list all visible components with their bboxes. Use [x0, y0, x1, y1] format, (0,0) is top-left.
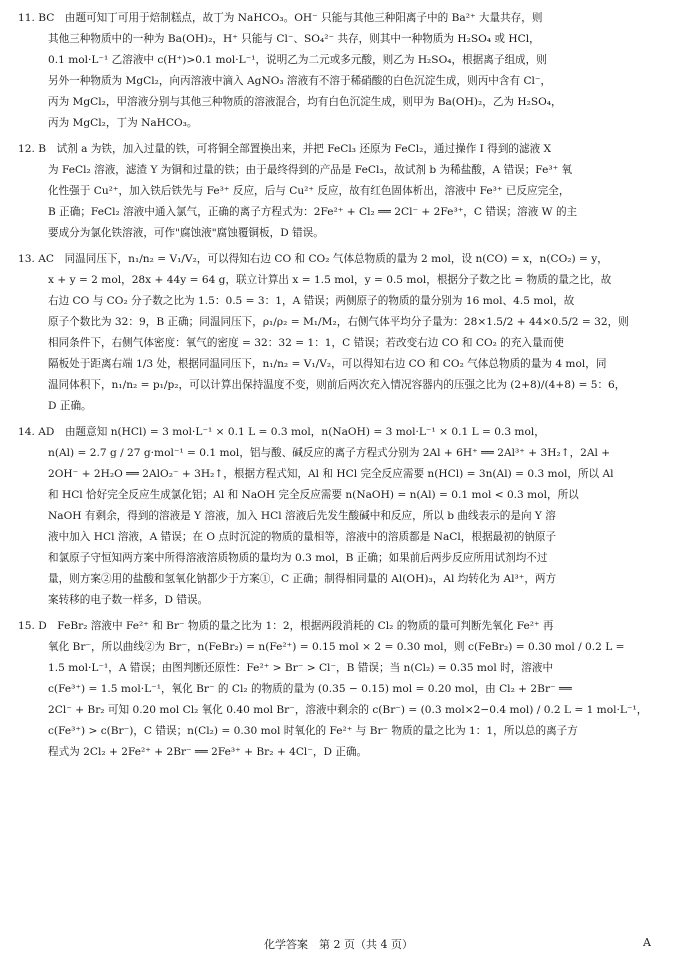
answer-line: 0.1 mol·L⁻¹ 乙溶液中 c(H⁺)>0.1 mol·L⁻¹，说明乙为二元或多元酸，则乙为 H₂SO₄，根据离子组成，则 [48, 54, 547, 66]
answer-line: 1.5 mol·L⁻¹，A 错误；由图判断还原性：Fe²⁺ > Br⁻ > Cl⁻，B 错误；当 n(Cl₂) = 0.35 mol 时，溶液中 [48, 662, 554, 674]
answer-line: 15. D FeBr₂ 溶液中 Fe²⁺ 和 Br⁻ 物质的量之比为 1：2，根据两段消耗的 Cl₂ 的物质的量可判断先氧化 Fe²⁺ 再 [18, 620, 554, 632]
answer-line: 原子个数比为 32：9，B 正确；同温同压下，ρ₁/ρ₂ = M₁/M₂，右侧气体平均分子量为：28×1.5/2 + 44×0.5/2 = 32，则 [48, 316, 629, 328]
answer-line: 量，则方案②用的盐酸和氢氧化钠都少于方案①，C 正确；制得相同量的 Al(OH)₃，Al 均转化为 Al³⁺，两方 [48, 573, 557, 585]
answer-list [18, 8, 658, 763]
answer-line: 隔板处于距离右端 1/3 处，根据同温同压下，n₁/n₂ = V₁/V₂，可以得知右边 CO 和 CO₂ 气体总物质的量为 4 mol，同 [48, 358, 607, 370]
answer-item [18, 139, 658, 244]
answer-item [18, 249, 658, 417]
answer-line: B 正确；FeCl₂ 溶液中通入氯气，正确的离子方程式为：2Fe²⁺ + Cl₂ ══ 2Cl⁻ + 2Fe³⁺，C 错误；溶液 W 的主 [48, 206, 578, 218]
answer-line: 13. AC 同温同压下，n₁/n₂ = V₁/V₂，可以得知右边 CO 和 CO₂ 气体总物质的量为 2 mol，设 n(CO) = x，n(CO₂) = y， [18, 253, 608, 265]
answer-line: 要成分为氯化铁溶液，可作"腐蚀液"腐蚀覆铜板，D 错误。 [48, 227, 324, 239]
answer-line: 氧化 Br⁻，所以曲线②为 Br⁻，n(FeBr₂) = n(Fe²⁺) = 0.15 mol × 2 = 0.30 mol，则 c(FeBr₂) = 0.30 mol / 0.2 L = [48, 641, 625, 653]
answer-line: 温同体积下，n₁/n₂ = p₁/p₂，可以计算出保持温度不变，则前后两次充入情况容器内的压强之比为 (2+8)/(4+8) = 5：6， [48, 379, 626, 391]
answer-line: NaOH 有剩余，得到的溶液是 Y 溶液，加入 HCl 溶液后先发生酸碱中和反应，所以 b 曲线表示的是向 Y 溶 [48, 510, 556, 522]
answer-item [18, 616, 658, 763]
answer-item [18, 422, 658, 611]
answer-line: 和氯原子守恒知两方案中所得溶液溶质物质的量均为 0.3 mol，B 正确；如果前后两步反应所用试剂均不过 [48, 552, 548, 564]
version-mark: A [643, 936, 651, 949]
answer-line: 另外一种物质为 MgCl₂，向丙溶液中滴入 AgNO₃ 溶液有不溶于稀硝酸的白色沉淀生成，则丙中含有 Cl⁻， [48, 75, 552, 87]
answer-line: 液中加入 HCl 溶液，A 错误；在 O 点时沉淀的物质的量相等，溶液中的溶质都是 NaCl，根据最初的钠原子 [48, 531, 557, 543]
answer-line: 2OH⁻ + 2H₂O ══ 2AlO₂⁻ + 3H₂↑，根据方程式知，Al 和 HCl 完全反应需要 n(HCl) = 3n(Al) = 0.3 mol，所以 Al [48, 468, 614, 480]
answer-line: 丙为 MgCl₂，甲溶液分别与其他三种物质的溶液混合，均有白色沉淀生成，则甲为 Ba(OH)₂，乙为 H₂SO₄， [48, 96, 562, 108]
answer-line: 11. BC 由题可知丁可用于焙制糕点，故丁为 NaHCO₃。OH⁻ 只能与其他三种阳离子中的 Ba²⁺ 大量共存，则 [18, 12, 543, 24]
answer-line: 为 FeCl₂ 溶液，滤渣 Y 为铜和过量的铁；由于最终得到的产品是 FeCl₃，故试剂 b 为稀盐酸，A 错误；Fe³⁺ 氧 [48, 164, 573, 176]
answer-line: 2Cl⁻ + Br₂ 可知 0.20 mol Cl₂ 氧化 0.40 mol Br⁻，溶液中剩余的 c(Br⁻) = (0.3 mol×2−0.4 mol) / 0.2 L = 1 mol·L⁻¹， [48, 704, 648, 716]
answer-line: D 正确。 [48, 400, 92, 412]
answer-line: 和 HCl 恰好完全反应生成氯化铝；Al 和 NaOH 完全反应需要 n(NaOH) = n(Al) = 0.1 mol < 0.3 mol，所以 [48, 489, 579, 501]
answer-item [18, 8, 658, 134]
answer-line: c(Fe³⁺) > c(Br⁻)，C 错误；n(Cl₂) = 0.30 mol 时氧化的 Fe²⁺ 与 Br⁻ 物质的量之比为 1：1，所以总的离子方 [48, 725, 578, 737]
answer-line: 右边 CO 与 CO₂ 分子数之比为 1.5：0.5 = 3：1，A 错误；两侧原子的物质的量分别为 16 mol、4.5 mol，故 [48, 295, 575, 307]
answer-line: 14. AD 由题意知 n(HCl) = 3 mol·L⁻¹ × 0.1 L = 0.3 mol，n(NaOH) = 3 mol·L⁻¹ × 0.1 L = 0.3 mol， [18, 426, 545, 438]
answer-line: 案转移的电子数一样多，D 错误。 [48, 594, 209, 606]
answer-line: 化性强于 Cu²⁺，加入铁后铁先与 Fe³⁺ 反应，后与 Cu²⁺ 反应，故有红色固体析出，溶液中 Fe³⁺ 已反应完全， [48, 185, 570, 197]
answer-line: 其他三种物质中的一种为 Ba(OH)₂，H⁺ 只能与 Cl⁻、SO₄²⁻ 共存，则其中一种物质为 H₂SO₄ 或 HCl， [48, 33, 540, 45]
answer-line: c(Fe³⁺) = 1.5 mol·L⁻¹，氧化 Br⁻ 的 Cl₂ 的物质的量为 (0.35 − 0.15) mol = 0.20 mol，由 Cl₂ + 2Br⁻ ══ [48, 683, 572, 695]
answer-line: x + y = 2 mol，28x + 44y = 64 g，联立计算出 x = 1.5 mol，y = 0.5 mol，根据分子数之比 = 物质的量之比，故 [48, 274, 612, 286]
answer-line: 丙为 MgCl₂，丁为 NaHCO₃。 [48, 117, 198, 129]
answer-line: 相同条件下，右侧气体密度：氧气的密度 = 32：32 = 1：1，C 错误；若改变右边 CO 和 CO₂ 的充入量而使 [48, 337, 564, 349]
answer-line: n(Al) = 2.7 g / 27 g·mol⁻¹ = 0.1 mol，铝与酸、碱反应的离子方程式分别为 2Al + 6H⁺ ══ 2Al³⁺ + 3H₂↑，2Al + [48, 447, 611, 459]
answer-line: 12. B 试剂 a 为铁，加入过量的铁，可将铜全部置换出来，并把 FeCl₃ 还原为 FeCl₂，通过操作 I 得到的滤液 X [18, 143, 552, 155]
page-footer: 化学答案 第 2 页（共 4 页） [264, 938, 413, 951]
answer-line: 程式为 2Cl₂ + 2Fe²⁺ + 2Br⁻ ══ 2Fe³⁺ + Br₂ + 4Cl⁻，D 正确。 [48, 746, 368, 758]
